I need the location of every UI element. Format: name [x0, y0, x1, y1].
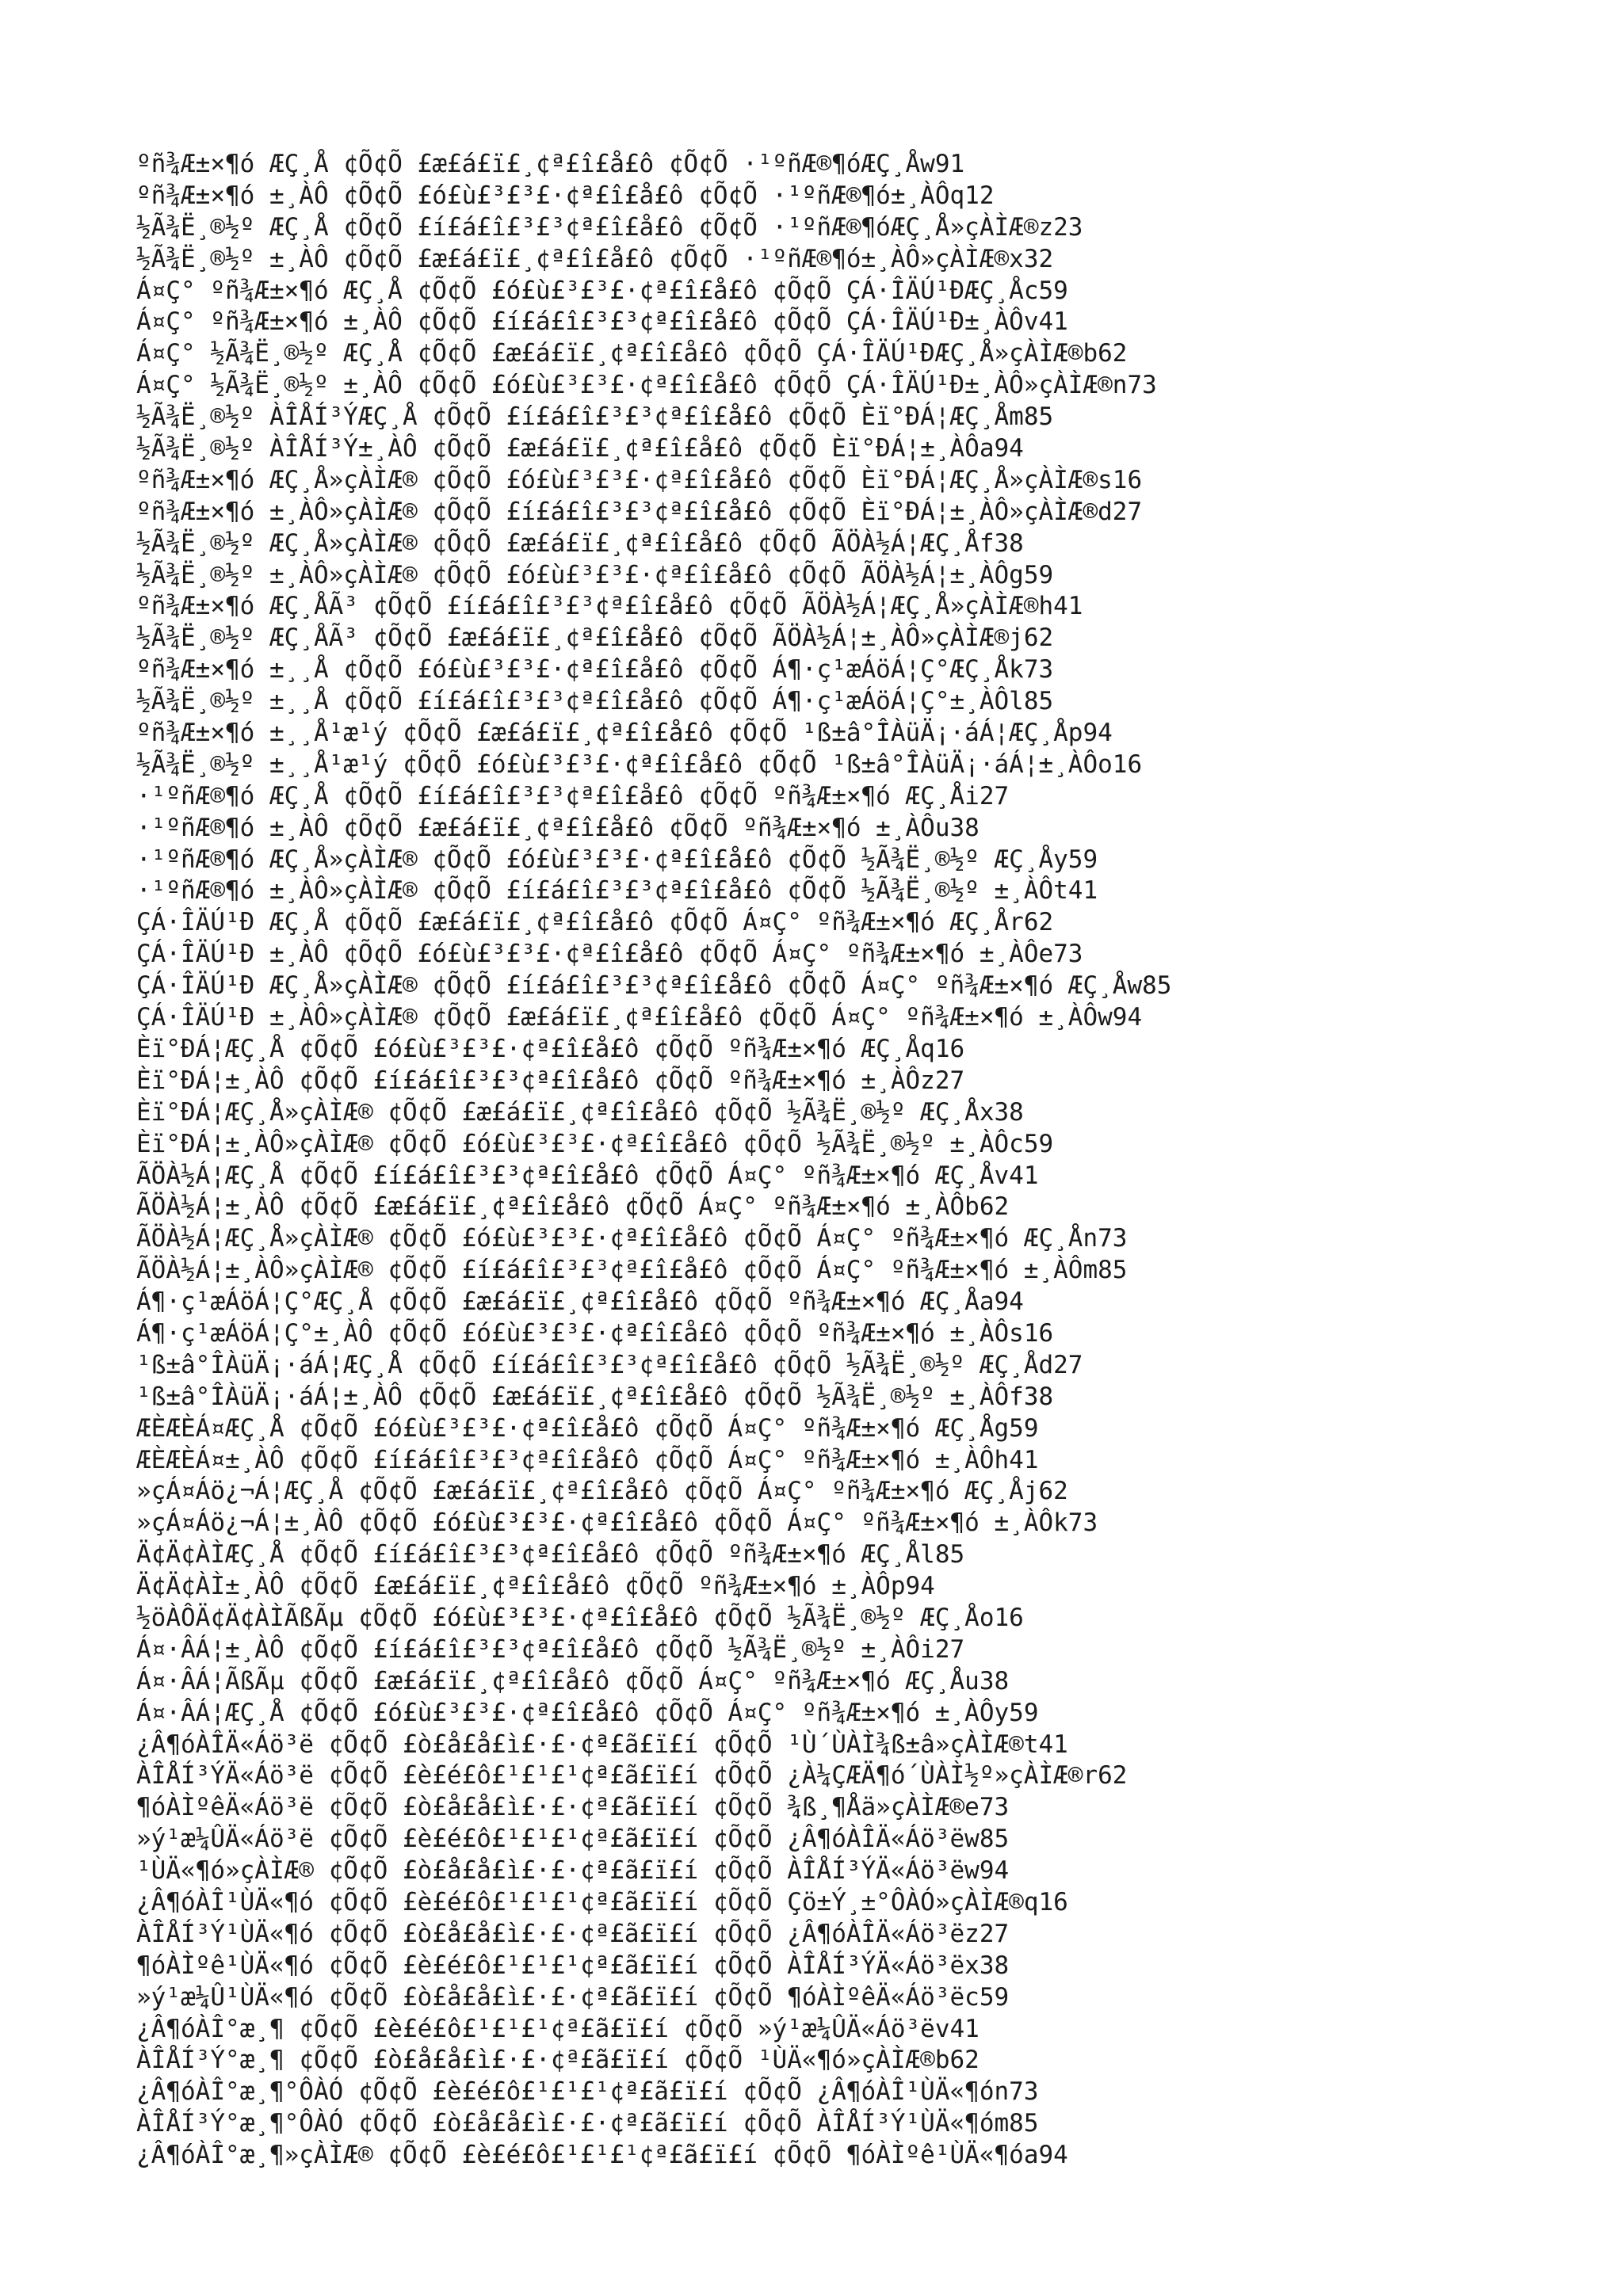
text-line: ÀÎÅÍ³Ý°æ¸¶°ÔÀÓ ¢Õ¢Õ £ò£å£å£ì£·£·¢ª£ã£ï£í ¢Õ¢Õ ÀÎÅÍ³Ý¹ÙÄ«¶óm85: [136, 2109, 1039, 2138]
text-line: ÆÈÆÈÁ¤ÆÇ¸Å ¢Õ¢Õ £ó£ù£³£³£·¢ª£î£å£ô ¢Õ¢Õ Á¤Ç° ºñ¾Æ±×¶ó ÆÇ¸Åg59: [136, 1413, 1039, 1443]
text-line: Ä¢Ä¢ÀÌ±¸ÀÔ ¢Õ¢Õ £æ£á£ï£¸¢ª£î£å£ô ¢Õ¢Õ ºñ¾Æ±×¶ó ±¸ÀÔp94: [136, 1572, 935, 1601]
text-line: Á¤Ç° ½Ã¾Ë¸®½º ÆÇ¸Å ¢Õ¢Õ £æ£á£ï£¸¢ª£î£å£ô ¢Õ¢Õ ÇÁ·ÎÄÚ¹ÐÆÇ¸Å»çÀÌÆ®b62: [136, 339, 1128, 368]
text-line: ºñ¾Æ±×¶ó ÆÇ¸Å ¢Õ¢Õ £æ£á£ï£¸¢ª£î£å£ô ¢Õ¢Õ ·¹ºñÆ®¶óÆÇ¸Åw91: [136, 150, 965, 178]
text-line: ºñ¾Æ±×¶ó ÆÇ¸Å»çÀÌÆ® ¢Õ¢Õ £ó£ù£³£³£·¢ª£î£å£ô ¢Õ¢Õ Èï°ÐÁ¦ÆÇ¸Å»çÀÌÆ®s16: [136, 465, 1143, 494]
text-line: Á¶·ç¹æÁöÁ¦Ç°±¸ÀÔ ¢Õ¢Õ £ó£ù£³£³£·¢ª£î£å£ô ¢Õ¢Õ ºñ¾Æ±×¶ó ±¸ÀÔs16: [136, 1318, 1054, 1348]
text-line: ¹ß±â°ÎÀüÄ¡·áÁ¦ÆÇ¸Å ¢Õ¢Õ £í£á£î£³£³¢ª£î£å£ô ¢Õ¢Õ ½Ã¾Ë¸®½º ÆÇ¸Åd27: [136, 1350, 1083, 1379]
text-line: ·¹ºñÆ®¶ó ±¸ÀÔ»çÀÌÆ® ¢Õ¢Õ £í£á£î£³£³¢ª£î£å£ô ¢Õ¢Õ ½Ã¾Ë¸®½º ±¸ÀÔt41: [136, 876, 1098, 906]
text-line: ½Ã¾Ë¸®½º ±¸¸Å¹æ¹ý ¢Õ¢Õ £ó£ù£³£³£·¢ª£î£å£ô ¢Õ¢Õ ¹ß±â°ÎÀüÄ¡·áÁ¦±¸ÀÔo16: [136, 749, 1143, 779]
text-line: ·¹ºñÆ®¶ó ÆÇ¸Å ¢Õ¢Õ £í£á£î£³£³¢ª£î£å£ô ¢Õ¢Õ ºñ¾Æ±×¶ó ÆÇ¸Åi27: [136, 781, 1010, 810]
text-line: ½Ã¾Ë¸®½º ±¸ÀÔ»çÀÌÆ® ¢Õ¢Õ £ó£ù£³£³£·¢ª£î£å£ô ¢Õ¢Õ ÃÖÀ½Á¦±¸ÀÔg59: [136, 560, 1054, 589]
text-line: ½Ã¾Ë¸®½º ÀÎÅÍ³ÝÆÇ¸Å ¢Õ¢Õ £í£á£î£³£³¢ª£î£å£ô ¢Õ¢Õ Èï°ÐÁ¦ÆÇ¸Åm85: [136, 402, 1054, 432]
text-line: Á¤Ç° ½Ã¾Ë¸®½º ±¸ÀÔ ¢Õ¢Õ £ó£ù£³£³£·¢ª£î£å£ô ¢Õ¢Õ ÇÁ·ÎÄÚ¹Ð±¸ÀÔ»çÀÌÆ®n73: [136, 371, 1157, 400]
text-line: ºñ¾Æ±×¶ó ±¸ÀÔ»çÀÌÆ® ¢Õ¢Õ £í£á£î£³£³¢ª£î£å£ô ¢Õ¢Õ Èï°ÐÁ¦±¸ÀÔ»çÀÌÆ®d27: [136, 497, 1143, 526]
text-line: ¿Â¶óÀÎ¹ÙÄ«¶ó ¢Õ¢Õ £è£é£ô£¹£¹£¹¢ª£ã£ï£í ¢Õ¢Õ Çö±Ý¸±°ÔÀÓ»çÀÌÆ®q16: [136, 1887, 1068, 1917]
text-line: ºñ¾Æ±×¶ó ±¸ÀÔ ¢Õ¢Õ £ó£ù£³£³£·¢ª£î£å£ô ¢Õ¢Õ ·¹ºñÆ®¶ó±¸ÀÔq12: [136, 181, 995, 210]
text-line: ÇÁ·ÎÄÚ¹Ð ±¸ÀÔ»çÀÌÆ® ¢Õ¢Õ £æ£á£ï£¸¢ª£î£å£ô ¢Õ¢Õ Á¤Ç° ºñ¾Æ±×¶ó ±¸ÀÔw94: [136, 1003, 1143, 1032]
text-line: ½öÀÔÄ¢Ä¢ÀÌÃßÃµ ¢Õ¢Õ £ó£ù£³£³£·¢ª£î£å£ô ¢Õ¢Õ ½Ã¾Ë¸®½º ÆÇ¸Åo16: [136, 1603, 1024, 1632]
text-line: ·¹ºñÆ®¶ó ±¸ÀÔ ¢Õ¢Õ £æ£á£ï£¸¢ª£î£å£ô ¢Õ¢Õ ºñ¾Æ±×¶ó ±¸ÀÔu38: [136, 813, 980, 842]
text-line: ÃÖÀ½Á¦ÆÇ¸Å ¢Õ¢Õ £í£á£î£³£³¢ª£î£å£ô ¢Õ¢Õ Á¤Ç° ºñ¾Æ±×¶ó ÆÇ¸Åv41: [136, 1161, 1039, 1190]
text-line: ºñ¾Æ±×¶ó ±¸¸Å¹æ¹ý ¢Õ¢Õ £æ£á£ï£¸¢ª£î£å£ô ¢Õ¢Õ ¹ß±â°ÎÀüÄ¡·áÁ¦ÆÇ¸Åp94: [136, 719, 1113, 748]
text-line: ÆÈÆÈÁ¤±¸ÀÔ ¢Õ¢Õ £í£á£î£³£³¢ª£î£å£ô ¢Õ¢Õ Á¤Ç° ºñ¾Æ±×¶ó ±¸ÀÔh41: [136, 1445, 1039, 1474]
text-line: ÀÎÅÍ³Ý¹ÙÄ«¶ó ¢Õ¢Õ £ò£å£å£ì£·£·¢ª£ã£ï£í ¢Õ¢Õ ¿Â¶óÀÎÄ«Áö³ëz27: [136, 1919, 1010, 1948]
text-line: Èï°ÐÁ¦±¸ÀÔ ¢Õ¢Õ £í£á£î£³£³¢ª£î£å£ô ¢Õ¢Õ ºñ¾Æ±×¶ó ±¸ÀÔz27: [136, 1066, 965, 1095]
text-line: Èï°ÐÁ¦±¸ÀÔ»çÀÌÆ® ¢Õ¢Õ £ó£ù£³£³£·¢ª£î£å£ô ¢Õ¢Õ ½Ã¾Ë¸®½º ±¸ÀÔc59: [136, 1129, 1054, 1158]
text-line: Ä¢Ä¢ÀÌÆÇ¸Å ¢Õ¢Õ £í£á£î£³£³¢ª£î£å£ô ¢Õ¢Õ ºñ¾Æ±×¶ó ÆÇ¸Ål85: [136, 1540, 965, 1569]
text-line: Èï°ÐÁ¦ÆÇ¸Å ¢Õ¢Õ £ó£ù£³£³£·¢ª£î£å£ô ¢Õ¢Õ ºñ¾Æ±×¶ó ÆÇ¸Åq16: [136, 1034, 965, 1063]
text-line: ÇÁ·ÎÄÚ¹Ð ÆÇ¸Å ¢Õ¢Õ £æ£á£ï£¸¢ª£î£å£ô ¢Õ¢Õ Á¤Ç° ºñ¾Æ±×¶ó ÆÇ¸År62: [136, 908, 1054, 937]
text-line: ÃÖÀ½Á¦±¸ÀÔ ¢Õ¢Õ £æ£á£ï£¸¢ª£î£å£ô ¢Õ¢Õ Á¤Ç° ºñ¾Æ±×¶ó ±¸ÀÔb62: [136, 1192, 1010, 1222]
text-line: ½Ã¾Ë¸®½º ±¸ÀÔ ¢Õ¢Õ £æ£á£ï£¸¢ª£î£å£ô ¢Õ¢Õ ·¹ºñÆ®¶ó±¸ÀÔ»çÀÌÆ®x32: [136, 244, 1054, 273]
text-line: ¿Â¶óÀÎÄ«Áö³ë ¢Õ¢Õ £ò£å£å£ì£·£·¢ª£ã£ï£í ¢Õ¢Õ ¹Ù´ÙÀÌ¾ß±â»çÀÌÆ®t41: [136, 1730, 1068, 1759]
text-line: ¹ß±â°ÎÀüÄ¡·áÁ¦±¸ÀÔ ¢Õ¢Õ £æ£á£ï£¸¢ª£î£å£ô ¢Õ¢Õ ½Ã¾Ë¸®½º ±¸ÀÔf38: [136, 1382, 1054, 1411]
text-line: ½Ã¾Ë¸®½º ±¸¸Å ¢Õ¢Õ £í£á£î£³£³¢ª£î£å£ô ¢Õ¢Õ Á¶·ç¹æÁöÁ¦Ç°±¸ÀÔl85: [136, 687, 1054, 716]
text-line: ¿Â¶óÀÎ°æ¸¶»çÀÌÆ® ¢Õ¢Õ £è£é£ô£¹£¹£¹¢ª£ã£ï£í ¢Õ¢Õ ¶óÀÌºê¹ÙÄ«¶óa94: [136, 2141, 1068, 2170]
text-line: ºñ¾Æ±×¶ó ±¸¸Å ¢Õ¢Õ £ó£ù£³£³£·¢ª£î£å£ô ¢Õ¢Õ Á¶·ç¹æÁöÁ¦Ç°ÆÇ¸Åk73: [136, 655, 1054, 685]
text-lines: [136, 149, 1171, 2172]
text-line: Á¤·ÂÁ¦ÆÇ¸Å ¢Õ¢Õ £ó£ù£³£³£·¢ª£î£å£ô ¢Õ¢Õ Á¤Ç° ºñ¾Æ±×¶ó ±¸ÀÔy59: [136, 1698, 1039, 1727]
text-line: ÃÖÀ½Á¦ÆÇ¸Å»çÀÌÆ® ¢Õ¢Õ £ó£ù£³£³£·¢ª£î£å£ô ¢Õ¢Õ Á¤Ç° ºñ¾Æ±×¶ó ÆÇ¸Ån73: [136, 1224, 1128, 1253]
text-line: ¶óÀÌºêÄ«Áö³ë ¢Õ¢Õ £ò£å£å£ì£·£·¢ª£ã£ï£í ¢Õ¢Õ ¾ß¸¶Åä»çÀÌÆ®e73: [136, 1793, 1010, 1822]
text-line: ºñ¾Æ±×¶ó ÆÇ¸ÅÃ³ ¢Õ¢Õ £í£á£î£³£³¢ª£î£å£ô ¢Õ¢Õ ÃÖÀ½Á¦ÆÇ¸Å»çÀÌÆ®h41: [136, 592, 1083, 621]
text-line: Á¤·ÂÁ¦±¸ÀÔ ¢Õ¢Õ £í£á£î£³£³¢ª£î£å£ô ¢Õ¢Õ ½Ã¾Ë¸®½º ±¸ÀÔi27: [136, 1634, 965, 1664]
text-line: Á¤·ÂÁ¦ÃßÃµ ¢Õ¢Õ £æ£á£ï£¸¢ª£î£å£ô ¢Õ¢Õ Á¤Ç° ºñ¾Æ±×¶ó ÆÇ¸Åu38: [136, 1666, 1010, 1695]
text-line: ÇÁ·ÎÄÚ¹Ð ±¸ÀÔ ¢Õ¢Õ £ó£ù£³£³£·¢ª£î£å£ô ¢Õ¢Õ Á¤Ç° ºñ¾Æ±×¶ó ±¸ÀÔe73: [136, 940, 1083, 969]
text-line: ½Ã¾Ë¸®½º ÀÎÅÍ³Ý±¸ÀÔ ¢Õ¢Õ £æ£á£ï£¸¢ª£î£å£ô ¢Õ¢Õ Èï°ÐÁ¦±¸ÀÔa94: [136, 434, 1024, 463]
text-line: ÃÖÀ½Á¦±¸ÀÔ»çÀÌÆ® ¢Õ¢Õ £í£á£î£³£³¢ª£î£å£ô ¢Õ¢Õ Á¤Ç° ºñ¾Æ±×¶ó ±¸ÀÔm85: [136, 1256, 1128, 1285]
text-line: ¹ÙÄ«¶ó»çÀÌÆ® ¢Õ¢Õ £ò£å£å£ì£·£·¢ª£ã£ï£í ¢Õ¢Õ ÀÎÅÍ³ÝÄ«Áö³ëw94: [136, 1856, 1010, 1886]
text-line: »çÁ¤Áö¿¬Á¦±¸ÀÔ ¢Õ¢Õ £ó£ù£³£³£·¢ª£î£å£ô ¢Õ¢Õ Á¤Ç° ºñ¾Æ±×¶ó ±¸ÀÔk73: [136, 1508, 1098, 1538]
text-line: ¶óÀÌºê¹ÙÄ«¶ó ¢Õ¢Õ £è£é£ô£¹£¹£¹¢ª£ã£ï£í ¢Õ¢Õ ÀÎÅÍ³ÝÄ«Áö³ëx38: [136, 1951, 1010, 1980]
text-line: ÇÁ·ÎÄÚ¹Ð ÆÇ¸Å»çÀÌÆ® ¢Õ¢Õ £í£á£î£³£³¢ª£î£å£ô ¢Õ¢Õ Á¤Ç° ºñ¾Æ±×¶ó ÆÇ¸Åw85: [136, 971, 1172, 1001]
text-line: »çÁ¤Áö¿¬Á¦ÆÇ¸Å ¢Õ¢Õ £æ£á£ï£¸¢ª£î£å£ô ¢Õ¢Õ Á¤Ç° ºñ¾Æ±×¶ó ÆÇ¸Åj62: [136, 1477, 1068, 1506]
text-line: Á¤Ç° ºñ¾Æ±×¶ó ÆÇ¸Å ¢Õ¢Õ £ó£ù£³£³£·¢ª£î£å£ô ¢Õ¢Õ ÇÁ·ÎÄÚ¹ÐÆÇ¸Åc59: [136, 276, 1068, 305]
text-line: ½Ã¾Ë¸®½º ÆÇ¸ÅÃ³ ¢Õ¢Õ £æ£á£ï£¸¢ª£î£å£ô ¢Õ¢Õ ÃÖÀ½Á¦±¸ÀÔ»çÀÌÆ®j62: [136, 624, 1054, 653]
text-line: ÀÎÅÍ³Ý°æ¸¶ ¢Õ¢Õ £ò£å£å£ì£·£·¢ª£ã£ï£í ¢Õ¢Õ ¹ÙÄ«¶ó»çÀÌÆ®b62: [136, 2046, 980, 2075]
text-line: ½Ã¾Ë¸®½º ÆÇ¸Å ¢Õ¢Õ £í£á£î£³£³¢ª£î£å£ô ¢Õ¢Õ ·¹ºñÆ®¶óÆÇ¸Å»çÀÌÆ®z23: [136, 212, 1083, 242]
text-line: »ý¹æ¼Û¹ÙÄ«¶ó ¢Õ¢Õ £ò£å£å£ì£·£·¢ª£ã£ï£í ¢Õ¢Õ ¶óÀÌºêÄ«Áö³ëc59: [136, 1982, 1010, 2012]
text-line: ½Ã¾Ë¸®½º ÆÇ¸Å»çÀÌÆ® ¢Õ¢Õ £æ£á£ï£¸¢ª£î£å£ô ¢Õ¢Õ ÃÖÀ½Á¦ÆÇ¸Åf38: [136, 528, 1024, 558]
text-line: »ý¹æ¼ÛÄ«Áö³ë ¢Õ¢Õ £è£é£ô£¹£¹£¹¢ª£ã£ï£í ¢Õ¢Õ ¿Â¶óÀÎÄ«Áö³ëw85: [136, 1825, 1010, 1854]
text-line: ÀÎÅÍ³ÝÄ«Áö³ë ¢Õ¢Õ £è£é£ô£¹£¹£¹¢ª£ã£ï£í ¢Õ¢Õ ¿À¼ÇÆÄ¶ó´ÙÀÌ½º»çÀÌÆ®r62: [136, 1761, 1128, 1791]
text-line: Èï°ÐÁ¦ÆÇ¸Å»çÀÌÆ® ¢Õ¢Õ £æ£á£ï£¸¢ª£î£å£ô ¢Õ¢Õ ½Ã¾Ë¸®½º ÆÇ¸Åx38: [136, 1097, 1024, 1127]
text-line: Á¶·ç¹æÁöÁ¦Ç°ÆÇ¸Å ¢Õ¢Õ £æ£á£ï£¸¢ª£î£å£ô ¢Õ¢Õ ºñ¾Æ±×¶ó ÆÇ¸Åa94: [136, 1287, 1024, 1317]
text-line: Á¤Ç° ºñ¾Æ±×¶ó ±¸ÀÔ ¢Õ¢Õ £í£á£î£³£³¢ª£î£å£ô ¢Õ¢Õ ÇÁ·ÎÄÚ¹Ð±¸ÀÔv41: [136, 307, 1068, 337]
text-line: ¿Â¶óÀÎ°æ¸¶ ¢Õ¢Õ £è£é£ô£¹£¹£¹¢ª£ã£ï£í ¢Õ¢Õ »ý¹æ¼ÛÄ«Áö³ëv41: [136, 2014, 980, 2043]
text-line: ¿Â¶óÀÎ°æ¸¶°ÔÀÓ ¢Õ¢Õ £è£é£ô£¹£¹£¹¢ª£ã£ï£í ¢Õ¢Õ ¿Â¶óÀÎ¹ÙÄ«¶ón73: [136, 2077, 1039, 2107]
text-line: ·¹ºñÆ®¶ó ÆÇ¸Å»çÀÌÆ® ¢Õ¢Õ £ó£ù£³£³£·¢ª£î£å£ô ¢Õ¢Õ ½Ã¾Ë¸®½º ÆÇ¸Åy59: [136, 845, 1098, 874]
